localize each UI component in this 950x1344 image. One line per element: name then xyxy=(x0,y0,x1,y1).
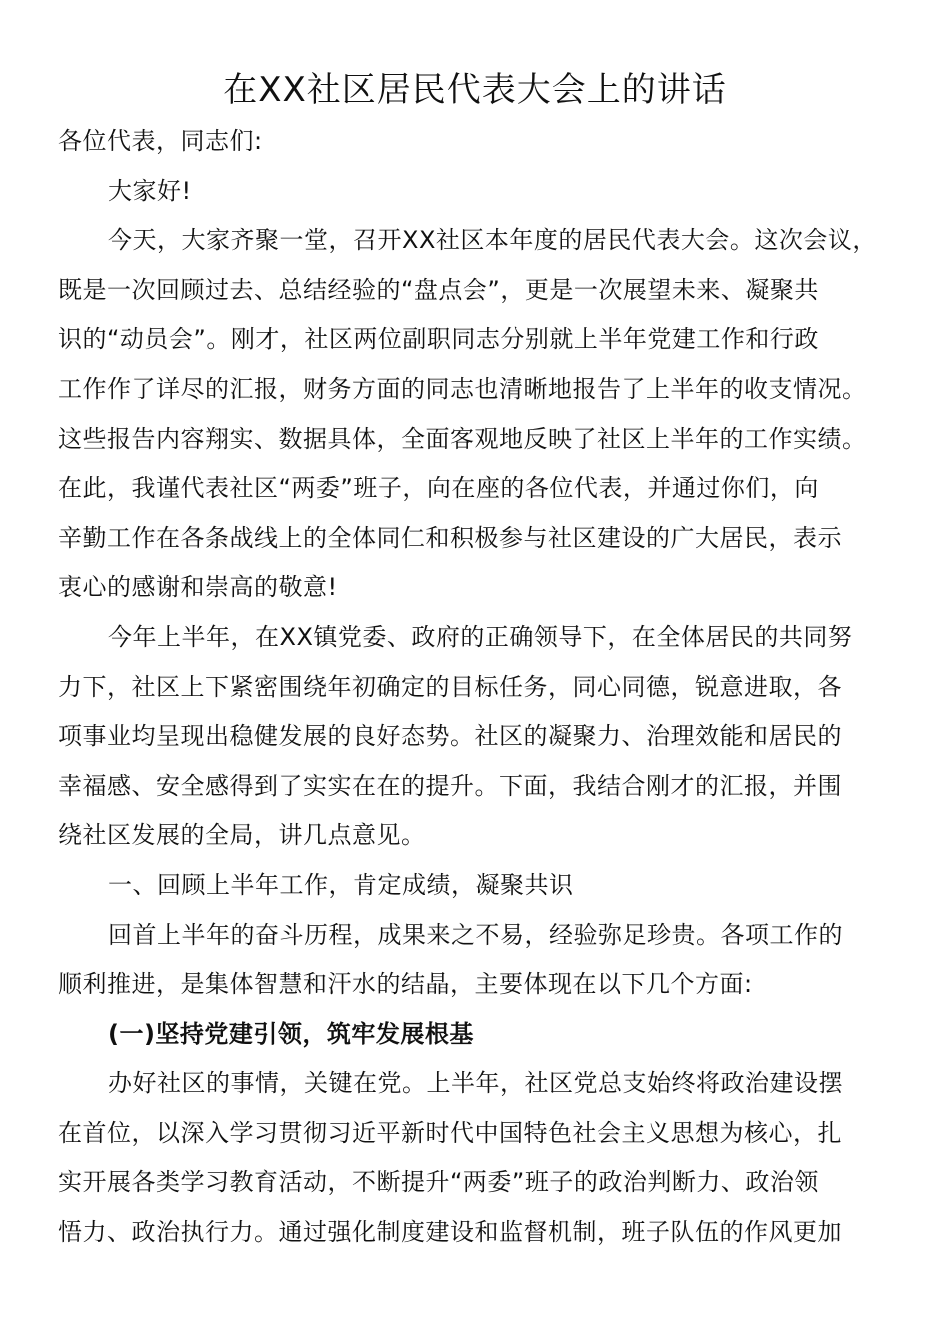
text-line: 既是一次回顾过去、总结经验的“盘点会”，更是一次展望未来、凝聚共 xyxy=(58,275,819,304)
text-line: 悟力、政治执行力。通过强化制度建设和监督机制，班子队伍的作风更加 xyxy=(58,1218,842,1247)
text-line: 在首位，以深入学习贯彻习近平新时代中国特色社会主义思想为核心，扎 xyxy=(58,1118,842,1147)
text-line: 大家好! xyxy=(108,176,192,205)
text-line: 今年上半年，在XX镇党委、政府的正确领导下，在全体居民的共同努 xyxy=(108,622,853,651)
text-line: 工作作了详尽的汇报，财务方面的同志也清晰地报告了上半年的收支情况。 xyxy=(58,374,867,403)
document-title: 在XX社区居民代表大会上的讲话 xyxy=(223,70,727,110)
text-line: 项事业均呈现出稳健发展的良好态势。社区的凝聚力、治理效能和居民的 xyxy=(58,722,842,751)
text-line: 识的“动员会”。刚才，社区两位副职同志分别就上半年党建工作和行政 xyxy=(58,325,819,354)
text-line: 衷心的感谢和崇高的敬意! xyxy=(58,573,338,602)
text-line: 在此，我谨代表社区“两委”班子，向在座的各位代表，并通过你们，向 xyxy=(58,474,819,503)
text-line: 回首上半年的奋斗历程，成果来之不易，经验弥足珍贵。各项工作的 xyxy=(108,920,843,949)
text-line: 今天，大家齐聚一堂，召开XX社区本年度的居民代表大会。这次会议， xyxy=(108,226,877,255)
text-line: 顺利推进，是集体智慧和汗水的结晶，主要体现在以下几个方面: xyxy=(58,970,753,999)
text-line: 幸福感、安全感得到了实实在在的提升。下面，我结合刚才的汇报，并围 xyxy=(58,771,842,800)
text-line: 辛勤工作在各条战线上的全体同仁和积极参与社区建设的广大居民，表示 xyxy=(58,523,842,552)
section-heading-line: (一)坚持党建引领，筑牢发展根基 xyxy=(108,1019,474,1048)
text-line: 实开展各类学习教育活动，不断提升“两委”班子的政治判断力、政治领 xyxy=(58,1168,819,1197)
document-body xyxy=(58,117,890,1258)
text-line: 办好社区的事情，关键在党。上半年，社区党总支始终将政治建设摆 xyxy=(108,1069,843,1098)
text-line: 绕社区发展的全局，讲几点意见。 xyxy=(58,821,426,850)
text-line: 各位代表，同志们: xyxy=(58,127,263,155)
text-line: 力下，社区上下紧密围绕年初确定的目标任务，同心同德，锐意进取，各 xyxy=(58,672,842,701)
text-line: 一、回顾上半年工作，肯定成绩，凝聚共识 xyxy=(108,870,574,899)
text-line: 这些报告内容翔实、数据具体，全面客观地反映了社区上半年的工作实绩。 xyxy=(58,424,867,453)
